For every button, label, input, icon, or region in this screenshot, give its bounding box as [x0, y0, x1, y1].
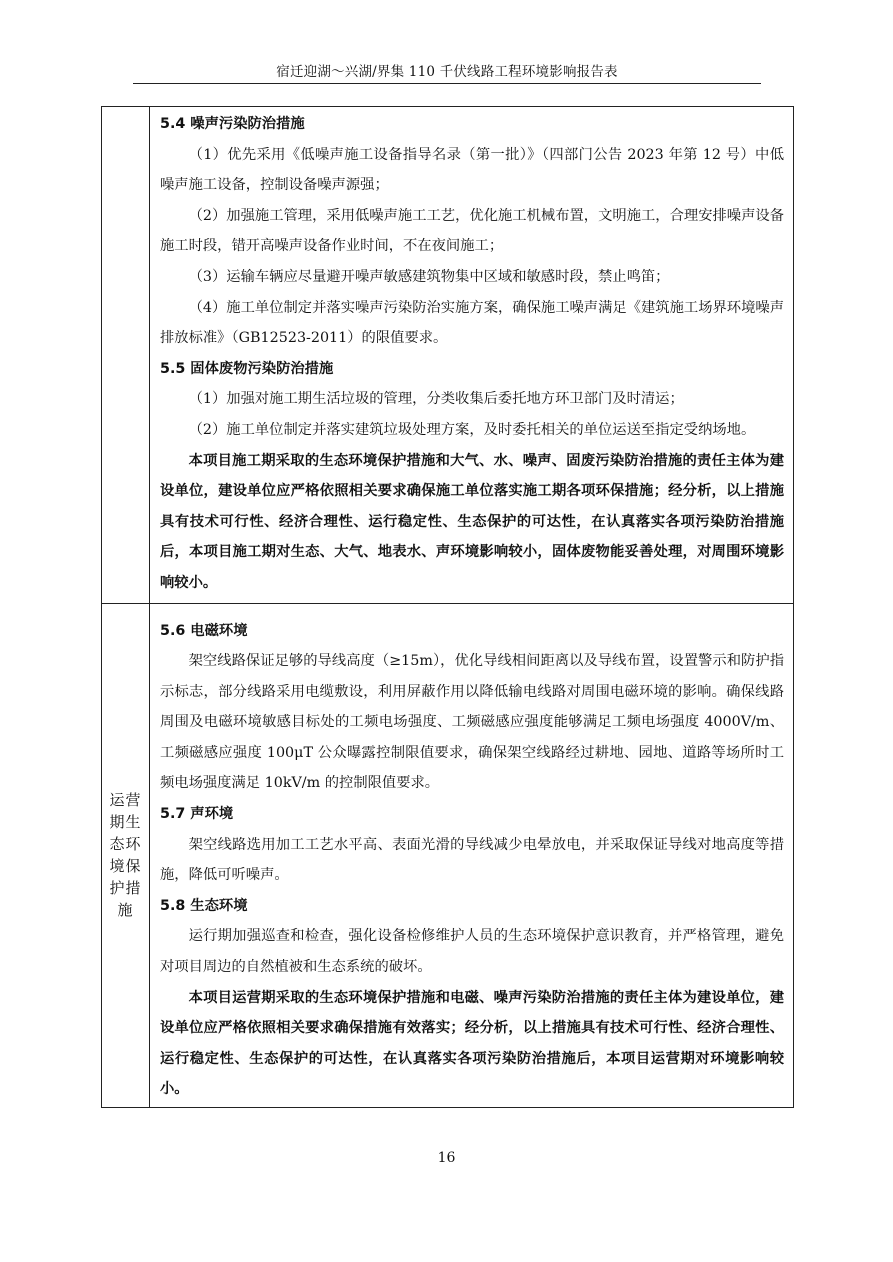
ecology-text: 运行期加强巡查和检查，强化设备检修维护人员的生态环境保护意识教育，并严格管理，避免对项目周边的自然植被和生态系统的破坏。 [160, 928, 784, 976]
section-5-7-title: 5.7 声环境 [160, 806, 234, 823]
construction-side-cell [102, 107, 150, 604]
section-5-6-title: 5.6 电磁环境 [160, 622, 248, 639]
operation-row [102, 603, 794, 1108]
waste-measure-1: （1）加强对施工期生活垃圾的管理，分类收集后委托地方环卫部门及时清运； [188, 391, 684, 408]
construction-content-cell [150, 107, 794, 604]
noise-measure-2: （2）加强施工管理，采用低噪声施工工艺，优化施工机械布置，文明施工，合理安排噪声设备施工时段，错开高噪声设备作业时间，不在夜间施工； [160, 207, 784, 255]
page-number: 16 [437, 1150, 456, 1166]
noise-measure-3: （3）运输车辆应尽量避开噪声敏感建筑物集中区域和敏感时段，禁止鸣笛； [188, 268, 670, 285]
operation-side-label: 运营期生态环境保护措施 [109, 791, 142, 920]
operation-side-cell [102, 603, 150, 1108]
section-5-5-title: 5.5 固体废物污染防治措施 [160, 360, 334, 377]
measures-table [101, 106, 794, 1108]
operation-content-cell [150, 603, 794, 1108]
electromagnetic-text: 架空线路保证足够的导线高度（≥15m），优化导线相间距离以及导线布置，设置警示和防护指示标志，部分线路采用电缆敷设，利用屏蔽作用以降低输电线路对周围电磁环境的影响。确保线路周围及电磁环境敏感目标处的工频电场强度、工频磁感应强度能够满足工频电场强度 4000V/m、工频磁感应强度 100μT 公众曝露控制限值要求，确保架空线路经过耕地、园地、道路等场所时工频电场强度满足 10kV/m 的控制限值要求。 [160, 653, 784, 792]
construction-row [102, 107, 794, 604]
page-header-title: 宿迁迎湖～兴湖/界集 110 千伏线路工程环境影响报告表 [276, 64, 618, 80]
waste-measure-2: （2）施工单位制定并落实建筑垃圾处理方案，及时委托相关的单位运送至指定受纳场地。 [188, 421, 756, 438]
acoustic-text: 架空线路选用加工工艺水平高、表面光滑的导线减少电晕放电，并采取保证导线对地高度等措施，降低可听噪声。 [160, 836, 784, 884]
construction-summary: 本项目施工期采取的生态环境保护措施和大气、水、噪声、固废污染防治措施的责任主体为建设单位，建设单位应严格依照相关要求确保施工单位落实施工期各项环保措施；经分析，以上措施具有技术可行性、经济合理性、运行稳定性、生态保护的可达性，在认真落实各项污染防治措施后，本项目施工期对生态、大气、地表水、声环境影响较小，固体废物能妥善处理，对周围环境影响较小。 [160, 452, 784, 591]
header-rule [133, 83, 761, 84]
section-5-8-title: 5.8 生态环境 [160, 897, 248, 914]
noise-measure-4: （4）施工单位制定并落实噪声污染防治实施方案，确保施工噪声满足《建筑施工场界环境噪声排放标准》（GB12523-2011）的限值要求。 [160, 299, 784, 347]
noise-measure-1: （1）优先采用《低噪声施工设备指导名录（第一批）》（四部门公告 2023 年第 12 号）中低噪声施工设备，控制设备噪声源强； [160, 146, 784, 194]
section-5-4-title: 5.4 噪声污染防治措施 [160, 116, 305, 132]
operation-summary: 本项目运营期采取的生态环境保护措施和电磁、噪声污染防治措施的责任主体为建设单位，建设单位应严格依照相关要求确保措施有效落实；经分析，以上措施具有技术可行性、经济合理性、运行稳定性、生态保护的可达性，在认真落实各项污染防治措施后，本项目运营期对环境影响较小。 [160, 989, 784, 1098]
